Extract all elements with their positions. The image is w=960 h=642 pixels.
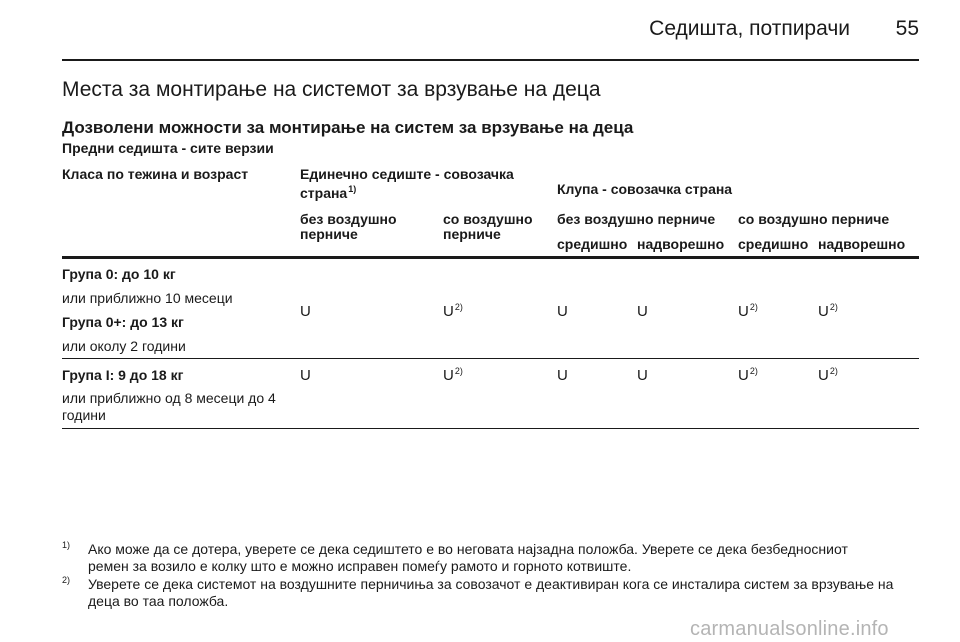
table-cell: $U^{2)}$ bbox=[738, 366, 758, 384]
col-header-outer-2: надворешно bbox=[818, 236, 906, 252]
table-cell: U bbox=[300, 367, 311, 384]
row-group-desc: или околу 2 години bbox=[62, 338, 186, 354]
col-header-bench-no-airbag: без воздушно перниче bbox=[557, 211, 716, 227]
table-cell: $U^{2)}$ bbox=[818, 366, 838, 384]
col-header-single-seat bbox=[300, 167, 540, 201]
col-header-single-seat-label: Единечно седиште - совозачка страна bbox=[300, 166, 514, 201]
col-header-class: Класа по тежина и возраст bbox=[62, 166, 249, 182]
watermark: carmanualsonline.info bbox=[690, 618, 889, 640]
col-header-outer-1: надворешно bbox=[637, 236, 725, 252]
col-header-bench-with-airbag: со воздушно перниче bbox=[738, 211, 890, 227]
table-cell: $U^{2)}$ bbox=[443, 366, 463, 384]
col-header-with-airbag: со воздушно перниче bbox=[443, 211, 533, 242]
table-cell: $U^{2)}$ bbox=[738, 302, 758, 320]
table-row-divider bbox=[62, 358, 919, 359]
row-group-label: Група 0+: до 13 кг bbox=[62, 314, 184, 330]
sub-heading: Дозволени можности за монтирање на систем за врзување на деца bbox=[62, 118, 634, 137]
footnote-text: Ако може да се дотера, уверете се дека седиштето е во неговата најзадна положба. Уверете се дека безбедносниот ремен за возило е колку што е можно исправен помеѓу рамото и горното котвиште. bbox=[88, 541, 848, 574]
footnote-text: Уверете се дека системот на воздушните перничиња за совозачот е деактивиран кога се инсталира систем за врзување на деца во таа положба. bbox=[88, 576, 894, 609]
table-header-divider bbox=[62, 256, 919, 259]
table-bottom-divider bbox=[62, 428, 919, 429]
footnote-ref: 1) bbox=[348, 184, 357, 194]
footnote-mark: 2) bbox=[62, 575, 71, 585]
main-heading: Места за монтирање на системот за врзување на деца bbox=[62, 78, 601, 101]
table-cell: $U^{2)}$ bbox=[818, 302, 838, 320]
col-header-no-airbag: без воздушно перниче bbox=[300, 211, 397, 242]
row-group-label: Група 0: до 10 кг bbox=[62, 266, 176, 282]
row-group-desc: или приближно 10 месеци bbox=[62, 290, 233, 306]
row-group-desc: или приближно од 8 месеци до 4 години bbox=[62, 390, 276, 423]
table-cell: U bbox=[300, 303, 311, 320]
col-header-bench: Клупа - совозачка страна bbox=[557, 181, 733, 197]
footnote-mark: 1) bbox=[62, 540, 71, 550]
table-cell: $U^{2)}$ bbox=[443, 302, 463, 320]
table-cell: U bbox=[637, 303, 648, 320]
table-cell: U bbox=[637, 367, 648, 384]
page-header-title: Седишта, потпирачи bbox=[649, 17, 850, 40]
col-header-center-2: средишно bbox=[738, 236, 809, 252]
page-number: 55 bbox=[895, 17, 919, 40]
section-heading: Предни седишта - сите верзии bbox=[62, 140, 274, 156]
header-divider bbox=[62, 59, 919, 61]
row-group-label: Група I: 9 до 18 кг bbox=[62, 367, 184, 383]
table-cell: U bbox=[557, 303, 568, 320]
col-header-center-1: средишно bbox=[557, 236, 628, 252]
table-cell: U bbox=[557, 367, 568, 384]
